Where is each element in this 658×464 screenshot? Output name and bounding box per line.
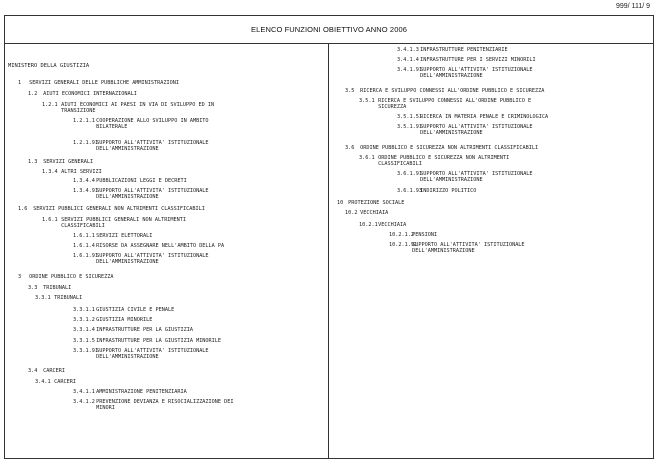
right-row bbox=[397, 57, 536, 63]
row-label: PUBBLICAZIONI LEGGI E DECRETI bbox=[96, 178, 187, 184]
row-label: AMMINISTRAZIONE PENITENZIARIA bbox=[96, 389, 187, 395]
row-label: ORDINE PUBBLICO E SICUREZZA NON ALTRIMENTI CLASSIFICABILI bbox=[378, 155, 510, 167]
row-code: 1.3.4.4 bbox=[73, 178, 95, 184]
right-row bbox=[397, 124, 533, 136]
left-row bbox=[35, 295, 82, 301]
row-code: 10.2.1.2 bbox=[389, 232, 414, 238]
row-code: 3.4.1.91 bbox=[397, 67, 422, 73]
row-code: 1.6.1.1 bbox=[73, 233, 95, 239]
left-row bbox=[28, 285, 71, 291]
row-label: ORDINE PUBBLICO E SICUREZZA NON ALTRIMENTI CLASSIFICABILI bbox=[360, 145, 539, 151]
row-code: 3.5 bbox=[345, 88, 355, 94]
row-code: 1.6.1 bbox=[42, 217, 58, 223]
row-label: INFRASTRUTTURE PER LA GIUSTIZIA bbox=[96, 327, 193, 333]
row-label: RISORSE DA ASSEGNARE NELL'AMBITO DELLA PA bbox=[96, 243, 225, 249]
left-row bbox=[28, 368, 65, 374]
row-code: 10.2.1 bbox=[359, 222, 378, 228]
row-label: SERVIZI GENERALI bbox=[43, 159, 94, 165]
row-label: ORDINE PUBBLICO E SICUREZZA bbox=[29, 274, 114, 280]
document-title: ELENCO FUNZIONI OBIETTIVO ANNO 2006 bbox=[250, 25, 408, 34]
left-row bbox=[42, 217, 186, 229]
left-row bbox=[73, 253, 209, 265]
row-code: 3.4.1.4 bbox=[397, 57, 419, 63]
row-label: SERVIZI ELETTORALI bbox=[96, 233, 153, 239]
right-row bbox=[397, 114, 548, 120]
row-code: 3.3.1.1 bbox=[73, 307, 95, 313]
left-row bbox=[18, 274, 113, 280]
row-label: SUPPORTO ALL'ATTIVITA' ISTITUZIONALE DELL'AMMINISTRAZIONE bbox=[420, 67, 533, 79]
row-code: 3.3.1.91 bbox=[73, 348, 98, 354]
row-code: 1.6 bbox=[18, 206, 28, 212]
right-row bbox=[359, 98, 531, 110]
page-reference: 999/ 111/ 9 bbox=[616, 3, 650, 10]
row-code: 1.2.1 bbox=[42, 102, 58, 108]
row-code: 3 bbox=[18, 274, 22, 280]
row-code: 3.5.1 bbox=[359, 98, 375, 104]
title-bar bbox=[5, 16, 653, 44]
left-row bbox=[18, 80, 179, 86]
row-label: INFRASTRUTTURE PENITENZIARIE bbox=[420, 47, 508, 53]
left-row bbox=[73, 307, 174, 313]
left-row bbox=[73, 338, 221, 344]
row-code: 1.2 bbox=[28, 91, 38, 97]
row-label: AIUTI ECONOMICI INTERNAZIONALI bbox=[43, 91, 137, 97]
row-code: 10.2 bbox=[345, 210, 358, 216]
row-label: TRIBUNALI bbox=[43, 285, 72, 291]
row-code: 3.3.1 bbox=[35, 295, 51, 301]
row-label: SUPPORTO ALL'ATTIVITA' ISTITUZIONALE DELL'AMMINISTRAZIONE bbox=[96, 140, 209, 152]
left-row bbox=[28, 91, 137, 97]
left-row bbox=[73, 140, 209, 152]
row-code: 3.4 bbox=[28, 368, 38, 374]
row-code: 3.6.1 bbox=[359, 155, 375, 161]
document-frame bbox=[4, 15, 654, 459]
row-label: ALTRI SERVIZI bbox=[61, 169, 102, 175]
left-row bbox=[42, 102, 214, 114]
left-row bbox=[73, 327, 193, 333]
row-label: TRIBUNALI bbox=[54, 295, 83, 301]
ministry-name: MINISTERO DELLA GIUSTIZIA bbox=[8, 63, 90, 69]
row-code: 3.3.1.5 bbox=[73, 338, 95, 344]
left-row bbox=[35, 379, 76, 385]
left-row bbox=[28, 159, 93, 165]
row-label: SERVIZI PUBBLICI GENERALI NON ALTRIMENTI CLASSIFICABILI bbox=[61, 217, 187, 229]
row-label: AIUTI ECONOMICI AI PAESI IN VIA DI SVILUPPO ED IN TRANSIZIONE bbox=[61, 102, 215, 114]
row-code: 3.4.1 bbox=[35, 379, 51, 385]
left-row bbox=[73, 317, 152, 323]
row-label: RICERCA E SVILUPPO CONNESSI ALL'ORDINE PUBBLICO E SICUREZZA bbox=[360, 88, 545, 94]
row-code: 1.3.4 bbox=[42, 169, 58, 175]
right-column bbox=[329, 44, 653, 458]
row-label: PREVENZIONE DEVIANZA E RISOCIALIZZAZIONE DEI MINORI bbox=[96, 399, 234, 411]
row-label: SUPPORTO ALL'ATTIVITA' ISTITUZIONALE DELL'AMMINISTRAZIONE bbox=[412, 242, 525, 254]
row-code: 3.4.1.3 bbox=[397, 47, 419, 53]
right-row bbox=[345, 88, 544, 94]
right-row bbox=[389, 232, 437, 238]
row-code: 1.3.4.91 bbox=[73, 188, 98, 194]
row-label: GIUSTIZIA MINORILE bbox=[96, 317, 153, 323]
left-row bbox=[18, 206, 205, 212]
left-row bbox=[73, 399, 234, 411]
left-row bbox=[73, 389, 187, 395]
row-label: SUPPORTO ALL'ATTIVITA' ISTITUZIONALE DELL'AMMINISTRAZIONE bbox=[96, 188, 209, 200]
row-label: CARCERI bbox=[54, 379, 76, 385]
row-code: 1.6.1.4 bbox=[73, 243, 95, 249]
row-label: INDIRIZZO POLITICO bbox=[420, 188, 477, 194]
row-code: 3.5.1.51 bbox=[397, 114, 422, 120]
row-code: 1.2.1.91 bbox=[73, 140, 98, 146]
row-label: SUPPORTO ALL'ATTIVITA' ISTITUZIONALE DELL'AMMINISTRAZIONE bbox=[96, 253, 209, 265]
row-label: SERVIZI PUBBLICI GENERALI NON ALTRIMENTI CLASSIFICABILI bbox=[33, 206, 205, 212]
left-row bbox=[73, 348, 209, 360]
row-code: 3.6.1.93 bbox=[397, 188, 422, 194]
left-row bbox=[73, 178, 187, 184]
row-label: RICERCA IN MATERIA PENALE E CRIMINOLOGICA bbox=[420, 114, 549, 120]
left-row bbox=[73, 188, 209, 200]
left-row bbox=[73, 118, 209, 130]
right-row bbox=[397, 188, 476, 194]
row-label: RICERCA E SVILUPPO CONNESSI ALL'ORDINE PUBBLICO E SICUREZZA bbox=[378, 98, 532, 110]
row-code: 3.3.1.4 bbox=[73, 327, 95, 333]
row-label: VECCHIAIA bbox=[378, 222, 407, 228]
row-label: SUPPORTO ALL'ATTIVITA' ISTITUZIONALE DELL'AMMINISTRAZIONE bbox=[96, 348, 209, 360]
row-code: 3.5.1.91 bbox=[397, 124, 422, 130]
row-label: COOPERAZIONE ALLO SVILUPPO IN AMBITO BILATERALE bbox=[96, 118, 209, 130]
row-code: 3.4.1.2 bbox=[73, 399, 95, 405]
row-code: 1.2.1.1 bbox=[73, 118, 95, 124]
row-label: SUPPORTO ALL'ATTIVITA' ISTITUZIONALE DELL'AMMINISTRAZIONE bbox=[420, 124, 533, 136]
left-column bbox=[5, 44, 329, 458]
content-columns bbox=[5, 44, 653, 458]
left-row bbox=[73, 243, 224, 249]
row-label: INFRASTRUTTURE PER I SERVIZI MINORILI bbox=[420, 57, 536, 63]
row-label: PENSIONI bbox=[412, 232, 438, 238]
row-code: 10.2.1.91 bbox=[389, 242, 418, 248]
row-label: PROTEZIONE SOCIALE bbox=[348, 200, 405, 206]
right-row bbox=[397, 171, 533, 183]
row-label: VECCHIAIA bbox=[360, 210, 389, 216]
row-code: 1.6.1.91 bbox=[73, 253, 98, 259]
right-row bbox=[359, 155, 509, 167]
row-code: 10 bbox=[337, 200, 344, 206]
right-row bbox=[397, 47, 508, 53]
row-code: 3.6.1.91 bbox=[397, 171, 422, 177]
row-label: SUPPORTO ALL'ATTIVITA' ISTITUZIONALE DELL'AMMINISTRAZIONE bbox=[420, 171, 533, 183]
row-code: 1.3 bbox=[28, 159, 38, 165]
row-code: 3.3 bbox=[28, 285, 38, 291]
row-label: SERVIZI GENERALI DELLE PUBBLICHE AMMINISTRAZIONI bbox=[29, 80, 180, 86]
row-code: 3.4.1.1 bbox=[73, 389, 95, 395]
row-code: 3.3.1.2 bbox=[73, 317, 95, 323]
left-row bbox=[73, 233, 152, 239]
row-label: CARCERI bbox=[43, 368, 65, 374]
row-code: 1 bbox=[18, 80, 22, 86]
right-row bbox=[397, 67, 533, 79]
left-row bbox=[42, 169, 102, 175]
row-label: INFRASTRUTTURE PER LA GIUSTIZIA MINORILE bbox=[96, 338, 222, 344]
right-row bbox=[337, 200, 404, 206]
row-code: 3.6 bbox=[345, 145, 355, 151]
right-row bbox=[359, 222, 406, 228]
row-label: GIUSTIZIA CIVILE E PENALE bbox=[96, 307, 175, 313]
right-row bbox=[389, 242, 525, 254]
right-row bbox=[345, 210, 388, 216]
right-row bbox=[345, 145, 538, 151]
